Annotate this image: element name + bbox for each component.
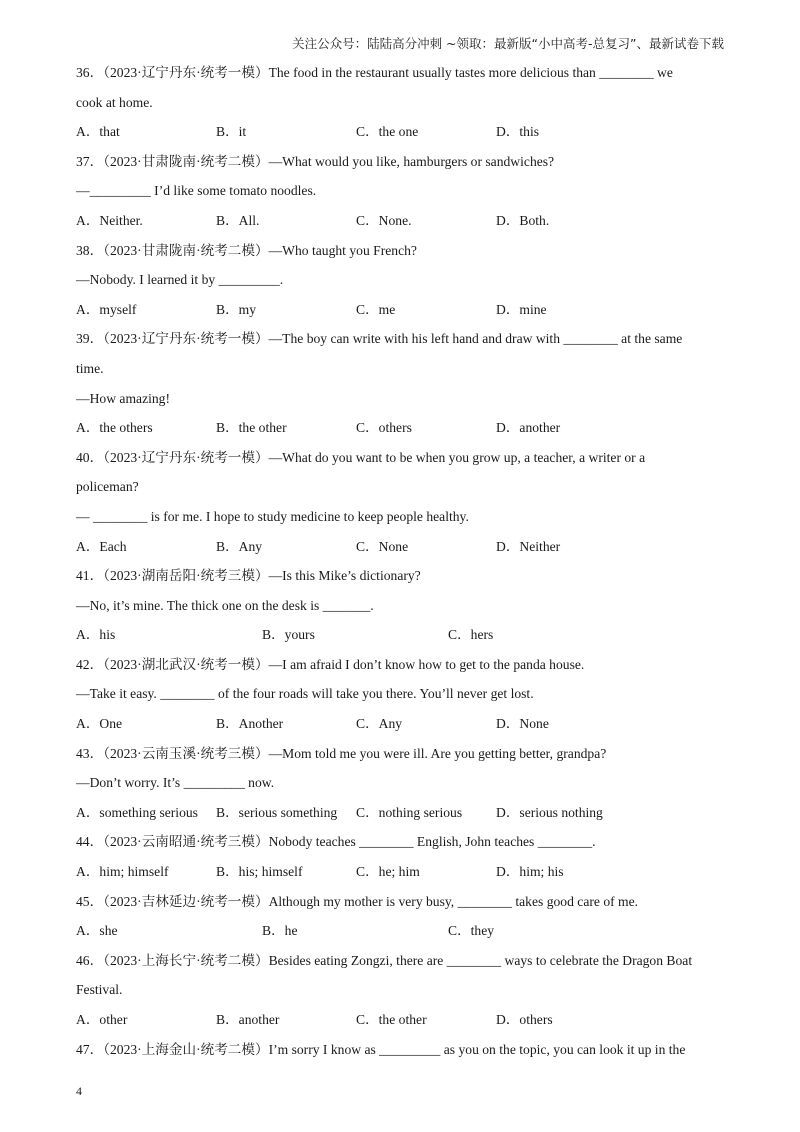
- question-line: — ________ is for me. I hope to study medicine to keep people healthy.: [76, 508, 469, 524]
- answer-option: D．another: [496, 420, 561, 436]
- question-line: —Don’t worry. It’s _________ now.: [76, 775, 275, 791]
- answer-option: C．None: [356, 538, 409, 554]
- question-stem: 37．（2023·甘肃陇南·统考二模）—What would you like, hamburgers or sandwiches?: [76, 153, 555, 169]
- question-line: time.: [76, 360, 104, 376]
- question-stem: 41．（2023·湖南岳阳·统考三模）—Is this Mike’s dictionary?: [76, 568, 421, 584]
- question-line: —Nobody. I learned it by _________.: [76, 272, 284, 288]
- question-list: [76, 58, 724, 1064]
- answer-option: D．Neither: [496, 538, 561, 554]
- answer-option: A．Each: [76, 538, 127, 554]
- answer-option: D．None: [496, 716, 549, 732]
- answer-option: B．serious something: [216, 804, 338, 820]
- answer-options: [76, 413, 724, 443]
- question-item: [76, 147, 724, 236]
- question-item: [76, 443, 724, 561]
- answer-option: C．None.: [356, 212, 412, 228]
- answer-option: B．another: [216, 1012, 280, 1027]
- question-stem: 36．（2023·辽宁丹东·统考一模）The food in the restaurant usually tastes more delicious than ________ we: [76, 65, 673, 80]
- question-item: [76, 887, 724, 946]
- question-line: —Take it easy. ________ of the four roads will take you there. You’ll never get lost.: [76, 686, 534, 702]
- page-number: 4: [76, 1084, 82, 1098]
- answer-options: [76, 916, 724, 946]
- answer-option: A．his: [76, 627, 116, 643]
- question-item: [76, 650, 724, 739]
- answer-option: C．the one: [356, 124, 419, 140]
- answer-option: D．this: [496, 124, 540, 140]
- answer-option: C．me: [356, 301, 396, 317]
- question-item: [76, 946, 724, 1035]
- answer-option: C．Any: [356, 716, 403, 732]
- question-stem: 44．（2023·云南昭通·统考三模）Nobody teaches ________ English, John teaches ________.: [76, 834, 596, 850]
- answer-option: B．the other: [216, 420, 287, 436]
- answer-options: [76, 620, 724, 650]
- question-item: [76, 58, 724, 147]
- answer-option: C．others: [356, 420, 412, 436]
- question-item: [76, 236, 724, 325]
- answer-option: B．it: [216, 124, 247, 140]
- answer-option: D．serious nothing: [496, 804, 603, 820]
- answer-option: B．Any: [216, 538, 263, 554]
- answer-option: A．Neither.: [76, 212, 143, 228]
- question-stem: 47．（2023·上海金山·统考二模）I’m sorry I know as _________ as you on the topic, you can look it up in the: [76, 1041, 686, 1057]
- answer-options: [76, 1005, 724, 1035]
- question-stem: 43．（2023·云南玉溪·统考三模）—Mom told me you were ill. Are you getting better, grandpa?: [76, 745, 607, 761]
- question-stem: 38．（2023·甘肃陇南·统考二模）—Who taught you French?: [76, 242, 417, 258]
- answer-option: B．my: [216, 301, 257, 317]
- answer-option: A．something serious: [76, 804, 198, 820]
- answer-option: D．mine: [496, 301, 547, 317]
- answer-options: [76, 857, 724, 887]
- answer-option: C．they: [448, 923, 495, 939]
- answer-options: [76, 798, 724, 828]
- answer-option: B．he: [262, 923, 298, 939]
- answer-option: D．him; his: [496, 864, 564, 880]
- question-stem: 39．（2023·辽宁丹东·统考一模）—The boy can write with his left hand and draw with ________ at the same: [76, 331, 683, 347]
- question-line: —_________ I’d like some tomato noodles.: [76, 183, 317, 199]
- answer-option: A．the others: [76, 420, 153, 436]
- answer-option: A．other: [76, 1012, 128, 1027]
- question-item: [76, 561, 724, 650]
- question-line: Festival.: [76, 982, 123, 998]
- page-header: 关注公众号：陆陆高分冲刺 ~领取：最新版“小中高考-总复习”、最新试卷下载: [292, 36, 724, 51]
- question-line: policeman?: [76, 479, 139, 495]
- answer-option: C．the other: [356, 1012, 427, 1027]
- answer-option: B．Another: [216, 716, 284, 732]
- answer-options: [76, 532, 724, 562]
- answer-option: A．him; himself: [76, 864, 169, 880]
- answer-options: [76, 117, 724, 147]
- answer-option: B．All.: [216, 212, 260, 228]
- question-stem: 42．（2023·湖北武汉·统考一模）—I am afraid I don’t know how to get to the panda house.: [76, 656, 585, 672]
- answer-option: C．he; him: [356, 864, 420, 880]
- answer-option: C．nothing serious: [356, 804, 463, 820]
- answer-option: C．hers: [448, 627, 494, 643]
- question-item: [76, 739, 724, 828]
- question-stem: 46．（2023·上海长宁·统考二模）Besides eating Zongzi, there are ________ ways to celebrate the Dragon Boat: [76, 952, 693, 968]
- question-line: —No, it’s mine. The thick one on the desk is _______.: [76, 597, 374, 613]
- answer-options: [76, 206, 724, 236]
- answer-option: B．his; himself: [216, 864, 303, 880]
- question-stem: 40．（2023·辽宁丹东·统考一模）—What do you want to be when you grow up, a teacher, a writer or a: [76, 449, 646, 465]
- question-item: [76, 324, 724, 442]
- answer-option: B．yours: [262, 627, 315, 643]
- answer-option: D．Both.: [496, 212, 550, 228]
- question-line: cook at home.: [76, 94, 153, 110]
- answer-options: [76, 709, 724, 739]
- answer-option: A．she: [76, 923, 118, 939]
- question-line: —How amazing!: [76, 390, 170, 406]
- answer-option: D．others: [496, 1012, 553, 1027]
- answer-options: [76, 295, 724, 325]
- question-stem: 45．（2023·吉林延边·统考一模）Although my mother is very busy, ________ takes good care of me.: [76, 893, 639, 909]
- answer-option: A．that: [76, 124, 120, 140]
- question-item: [76, 1035, 724, 1065]
- answer-option: A．myself: [76, 301, 137, 317]
- answer-option: A．One: [76, 716, 123, 732]
- question-item: [76, 827, 724, 886]
